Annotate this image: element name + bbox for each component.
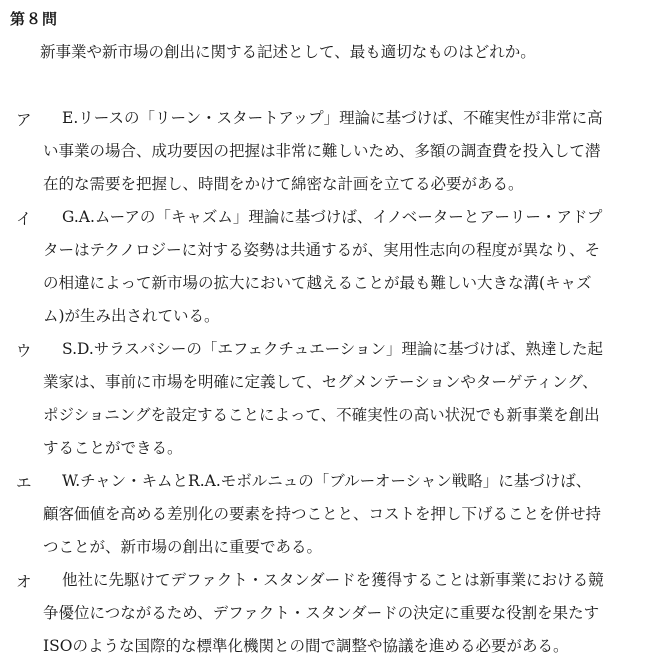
question-number: 第８問 bbox=[10, 10, 59, 28]
option-text-line: ポジショニングを設定することによって、不確実性の高い状況でも新事業を創出 bbox=[43, 406, 600, 424]
option-text-line: W.チャン・キムとR.A.モボルニュの「ブルーオーシャン戦略」に基づけば、 bbox=[62, 472, 592, 490]
option-text-line: ム)が生み出されている。 bbox=[43, 307, 220, 325]
option-text-line: つことが、新市場の創出に重要である。 bbox=[43, 538, 323, 556]
option-text-line: S.D.サラスバシーの「エフェクチュエーション」理論に基づけば、熟達した起 bbox=[62, 340, 603, 358]
option-text-line: ターはテクノロジーに対する姿勢は共通するが、実用性志向の程度が異なり、そ bbox=[43, 241, 601, 259]
option-label: ウ bbox=[16, 342, 32, 360]
question-stem: 新事業や新市場の創出に関する記述として、最も適切なものはどれか。 bbox=[40, 43, 536, 61]
option-text-line: 業家は、事前に市場を明確に定義して、セグメンテーションやターゲティング、 bbox=[43, 373, 598, 391]
option-label: イ bbox=[16, 210, 32, 228]
option-text-line: ISOのような国際的な標準化機関との間で調整や協議を進める必要がある。 bbox=[43, 637, 569, 655]
option-text-line: G.A.ムーアの「キャズム」理論に基づけば、イノベーターとアーリー・アドプ bbox=[62, 208, 603, 226]
option-label: エ bbox=[16, 474, 32, 492]
option-label: ア bbox=[16, 111, 32, 129]
option-text-line: することができる。 bbox=[43, 439, 183, 457]
option-text-line: 顧客価値を高める差別化の要素を持つことと、コストを押し下げることを併せ持 bbox=[43, 505, 602, 523]
option-text-line: い事業の場合、成功要因の把握は非常に難しいため、多額の調査費を投入して潜 bbox=[43, 142, 601, 160]
option-label: オ bbox=[16, 573, 32, 591]
option-text-line: 争優位につながるため、デファクト・スタンダードの決定に重要な役割を果たす bbox=[43, 604, 600, 622]
option-text-line: の相違によって新市場の拡大において越えることが最も難しい大きな溝(キャズ bbox=[43, 274, 592, 292]
option-text-line: 他社に先駆けてデファクト・スタンダードを獲得することは新事業における競 bbox=[62, 571, 604, 589]
option-text-line: 在的な需要を把握し、時間をかけて綿密な計画を立てる必要がある。 bbox=[43, 175, 524, 193]
option-text-line: E.リースの「リーン・スタートアップ」理論に基づけば、不確実性が非常に高 bbox=[62, 109, 603, 127]
